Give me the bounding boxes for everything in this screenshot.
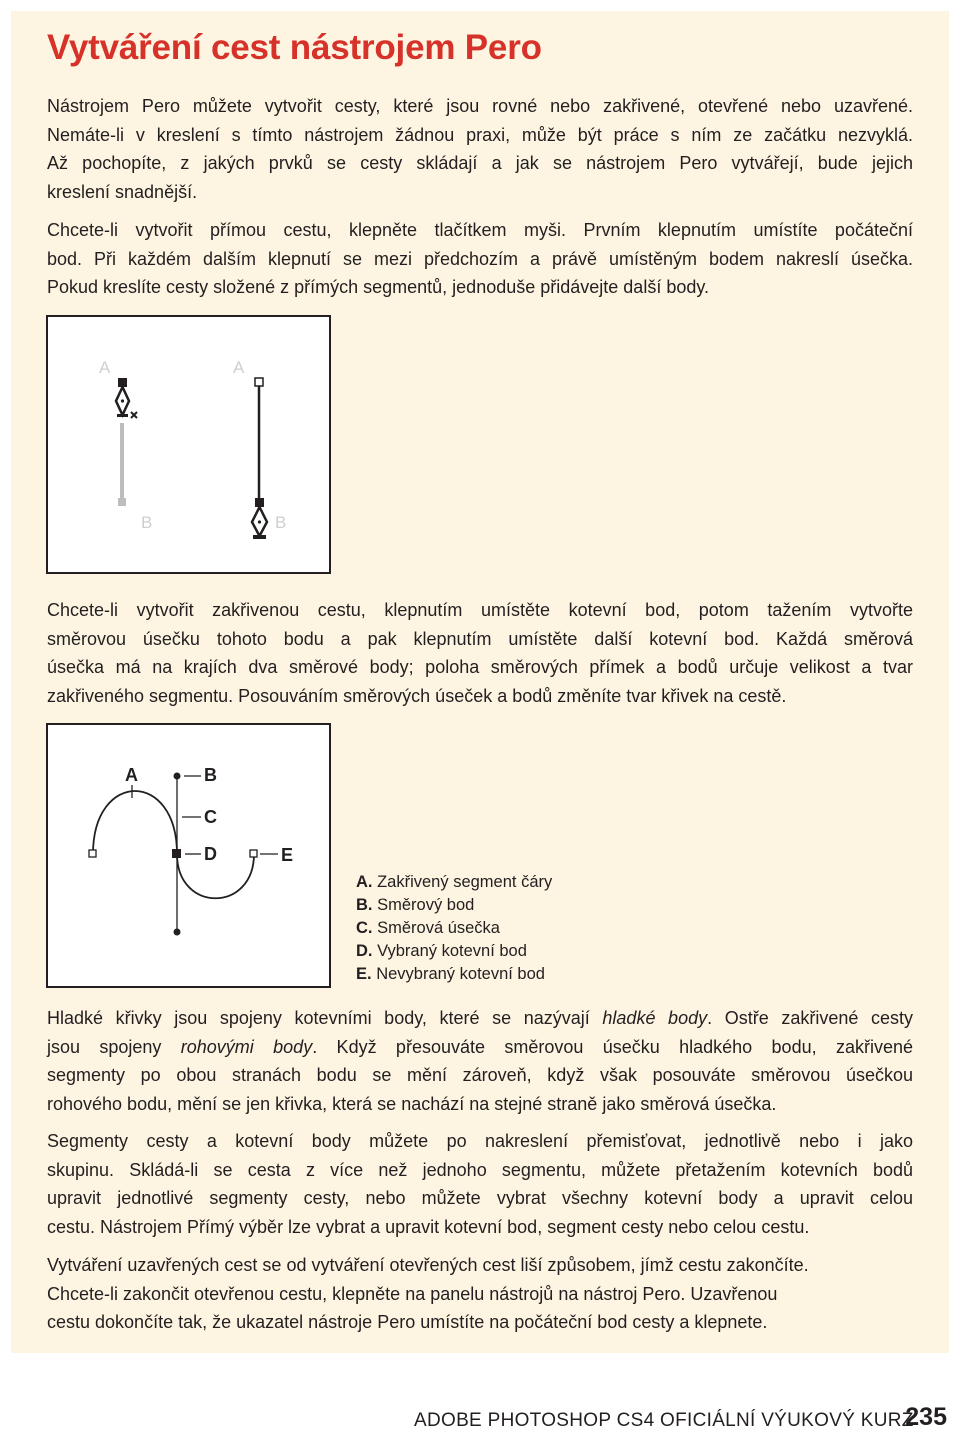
footer-book-title: ADOBE PHOTOSHOP CS4 OFICIÁLNÍ VÝUKOVÝ KURZ bbox=[414, 1410, 914, 1431]
paragraph-line: Chcete-li vytvořit zakřivenou cestu, klepnutím umístěte kotevní bod, potom tažením vytvořte bbox=[47, 600, 913, 620]
legend-text: Směrová úsečka bbox=[377, 919, 500, 937]
page-title: Vytváření cest nástrojem Pero bbox=[47, 28, 542, 67]
paragraph-line: Chcete-li vytvořit přímou cestu, klepněte tlačítkem myši. Prvním klepnutím umístíte počáteční bbox=[47, 220, 913, 240]
paragraph-closed-paths bbox=[47, 1251, 913, 1337]
label-e: E bbox=[281, 845, 294, 865]
legend-text: Směrový bod bbox=[377, 896, 475, 914]
legend-text: Vybraný kotevní bod bbox=[377, 942, 527, 960]
paragraph-line: segmenty po obou stranách bodu se mění zároveň, když však posouváte směrovou úsečkou bbox=[47, 1065, 913, 1085]
curved-segment-left bbox=[93, 791, 177, 854]
legend-item bbox=[356, 917, 552, 940]
page-number: 235 bbox=[905, 1403, 947, 1431]
text-run: Hladké křivky jsou spojeny kotevními body, které se nazývají bbox=[47, 1008, 603, 1028]
label-c: C bbox=[204, 807, 217, 827]
label-b: B bbox=[204, 765, 217, 785]
paragraph-line: Pokud kreslíte cesty složené z přímých segmentů, jednoduše přidávejte další body. bbox=[47, 277, 710, 297]
legend-letter: A. bbox=[356, 873, 373, 891]
paragraph-line bbox=[47, 1004, 913, 1033]
paragraph-line: Chcete-li zakončit otevřenou cestu, klepněte na panelu nástrojů na nástroj Pero. Uzavřenou bbox=[47, 1283, 778, 1304]
legend-letter: D. bbox=[356, 942, 373, 960]
legend-item bbox=[356, 940, 552, 963]
paragraph-line: Až pochopíte, z jakých prvků se cesty skládají a jak se nástrojem Pero vytvářejí, bude jejich bbox=[47, 153, 913, 173]
legend-item bbox=[356, 963, 552, 986]
selected-anchor-point bbox=[172, 849, 181, 858]
label-b-right: B bbox=[275, 513, 287, 532]
paragraph-line: bod. Při každém dalším klepnutí se mezi předchozím a právě umístěným bodem nakreslí úsečka. bbox=[47, 248, 913, 269]
curved-path-diagram bbox=[48, 725, 329, 986]
paragraph-intro bbox=[47, 92, 913, 206]
paragraph-line: úsečka má na krajích dva směrové body; poloha směrových přímek a bodů určuje velikost a tvar bbox=[47, 657, 913, 677]
paragraph-curved-path bbox=[47, 596, 913, 710]
paragraph-line: cestu dokončíte tak, že ukazatel nástroje Pero umístíte na počáteční bod cesty a klepnete. bbox=[47, 1312, 768, 1332]
straight-path-figure bbox=[46, 315, 331, 574]
paragraph-line: kreslení snadnější. bbox=[47, 181, 198, 202]
paragraph-line: zakřiveného segmentu. Posouváním směrových úseček a bodů změníte tvar křivek na cestě. bbox=[47, 685, 787, 706]
paragraph-line: upravit jednotlivé segmenty cesty, nebo můžete vybrat všechny kotevní body a upravit celou bbox=[47, 1188, 913, 1208]
label-a-left: A bbox=[99, 358, 111, 377]
paragraph-line: Vytváření uzavřených cest se od vytváření otevřených cest liší způsobem, jímž cestu zakončíte. bbox=[47, 1255, 809, 1275]
pen-cursor-icon bbox=[116, 378, 137, 418]
direction-point-top bbox=[174, 773, 181, 780]
paragraph-line: rohového bodu, mění se jen křivka, která se nachází na stejné straně jako směrová úsečka. bbox=[47, 1093, 777, 1114]
legend-text: Nevybraný kotevní bod bbox=[376, 965, 545, 983]
paragraph-line: Segmenty cesty a kotevní body můžete po nakreslení přemisťovat, jednotlivě nebo i jako bbox=[47, 1131, 913, 1151]
legend-item bbox=[356, 871, 552, 894]
paragraph-line: Nemáte-li v kreslení s tímto nástrojem žádnou praxi, může být práce s ním ze začátku nezvyklá. bbox=[47, 124, 913, 145]
start-anchor-point bbox=[255, 378, 263, 386]
legend-letter: B. bbox=[356, 896, 373, 914]
figure-legend bbox=[356, 871, 552, 986]
paragraph-line bbox=[47, 1033, 913, 1062]
legend-item bbox=[356, 894, 552, 917]
label-b-left: B bbox=[141, 513, 153, 532]
paragraph-smooth-corner-points bbox=[47, 1004, 913, 1118]
label-a-right: A bbox=[233, 358, 245, 377]
paragraph-straight-path bbox=[47, 216, 913, 302]
text-run: . Ostře zakřivené cesty bbox=[707, 1008, 914, 1028]
paragraph-line: směrovou úsečku tohoto bodu a pak klepnutím umístěte další kotevní bod. Každá směrová bbox=[47, 628, 913, 649]
preview-anchor-point bbox=[118, 498, 126, 506]
unselected-anchor-left bbox=[89, 850, 96, 857]
straight-path-diagram bbox=[48, 317, 329, 572]
paragraph-line: skupinu. Skládá-li se cesta z více než jednoho segmentu, můžete přetažením kotevních bodů bbox=[47, 1159, 913, 1180]
legend-text: Zakřivený segment čáry bbox=[377, 873, 553, 891]
paragraph-line: cestu. Nástrojem Přímý výběr lze vybrat a upravit kotevní bod, segment cesty nebo celou cestu. bbox=[47, 1216, 810, 1237]
text-run: jsou spojeny bbox=[47, 1036, 181, 1057]
term-corner-points: rohovými body bbox=[180, 1036, 313, 1057]
label-d: D bbox=[204, 844, 217, 864]
legend-letter: E. bbox=[356, 965, 372, 983]
direction-point-bottom bbox=[174, 929, 181, 936]
curved-path-figure bbox=[46, 723, 331, 988]
paragraph-moving-segments bbox=[47, 1127, 913, 1241]
legend-letter: C. bbox=[356, 919, 373, 937]
pen-cursor-icon bbox=[252, 498, 267, 539]
term-smooth-points: hladké body bbox=[602, 1008, 708, 1028]
unselected-anchor-right bbox=[250, 850, 257, 857]
label-a: A bbox=[125, 765, 138, 785]
text-run: . Když přesouváte směrovou úsečku hladkého bodu, zakřivené bbox=[312, 1036, 913, 1057]
paragraph-line: Nástrojem Pero můžete vytvořit cesty, které jsou rovné nebo zakřivené, otevřené nebo uzavřené. bbox=[47, 96, 913, 116]
